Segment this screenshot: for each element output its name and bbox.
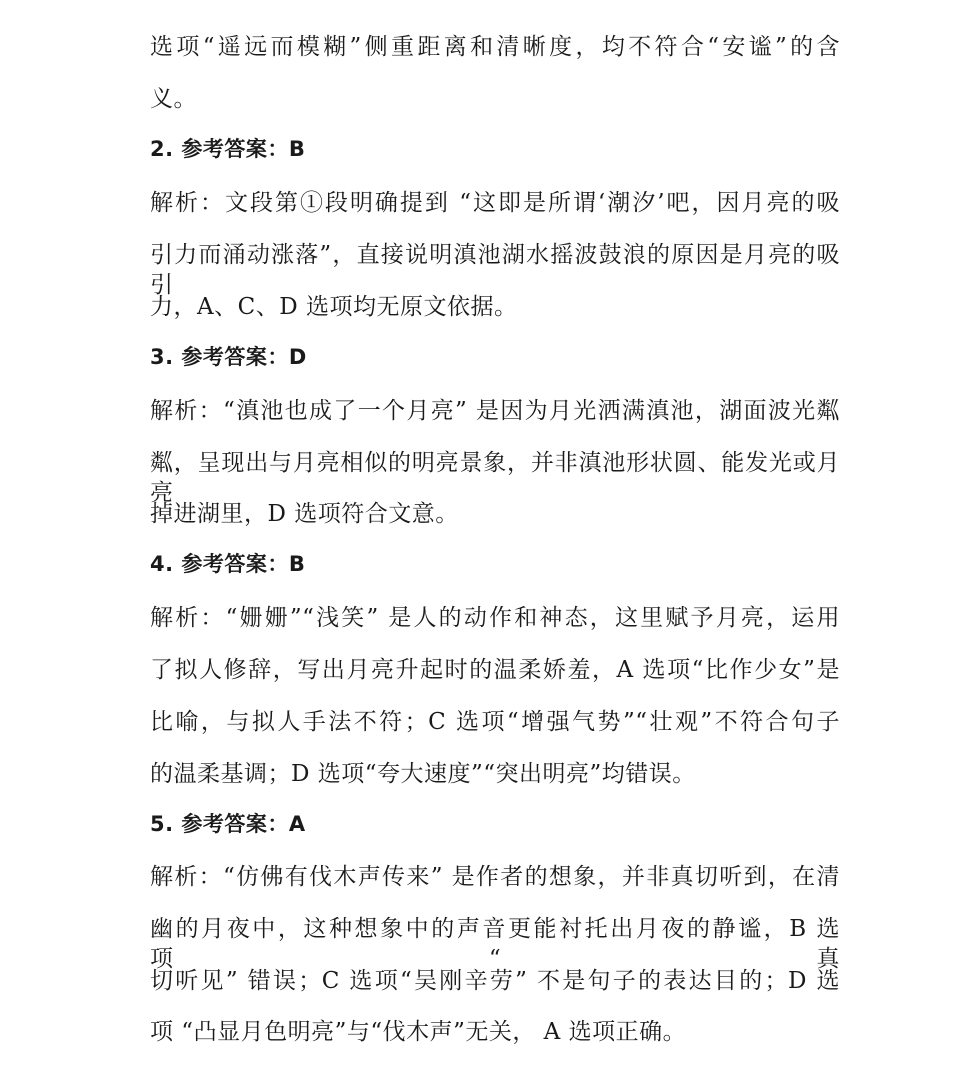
text-line: 比喻，与拟人手法不符；C 选项“增强气势”“壮观”不符合句子 (150, 709, 840, 735)
answer-heading: 5. 参考答案：A (150, 812, 306, 836)
text-line: 解析：“仿佛有伐木声传来” 是作者的想象，并非真切听到，在清 (150, 864, 840, 890)
text-line: 切听见” 错误；C 选项“吴刚辛劳” 不是句子的表达目的；D 选 (150, 968, 840, 994)
text-line: 解析：“姗姗”“浅笑” 是人的动作和神态，这里赋予月亮，运用 (150, 605, 840, 631)
text-line: 项 “凸显月色明亮”与“伐木声”无关， A 选项正确。 (150, 1019, 687, 1045)
answer-heading: 2. 参考答案：B (150, 137, 306, 161)
text-line: 选项“遥远而模糊”侧重距离和清晰度，均不符合“安谧”的含 (150, 34, 840, 60)
text-line: 义。 (150, 86, 197, 112)
text-line: 力，A、C、D 选项均无原文依据。 (150, 294, 518, 320)
text-line: 解析：“滇池也成了一个月亮” 是因为月光洒满滇池，湖面波光粼 (150, 398, 840, 424)
text-line: 掉进湖里，D 选项符合文意。 (150, 501, 459, 527)
text-line: 了拟人修辞，写出月亮升起时的温柔娇羞，A 选项“比作少女”是 (150, 657, 840, 683)
text-line: 的温柔基调；D 选项“夸大速度”“突出明亮”均错误。 (150, 761, 696, 787)
text-line: 粼，呈现出与月亮相似的明亮景象，并非滇池形状圆、能发光或月亮 (150, 450, 840, 506)
text-line: 解析：文段第①段明确提到 “这即是所谓‘潮汐’吧，因月亮的吸 (150, 190, 840, 216)
text-line: 引力而涌动涨落”，直接说明滇池湖水摇波鼓浪的原因是月亮的吸引 (150, 242, 840, 298)
text-line: 幽的月夜中，这种想象中的声音更能衬托出月夜的静谧，B 选项“真 (150, 916, 840, 972)
answer-heading: 3. 参考答案：D (150, 345, 307, 369)
answer-heading: 4. 参考答案：B (150, 552, 306, 576)
